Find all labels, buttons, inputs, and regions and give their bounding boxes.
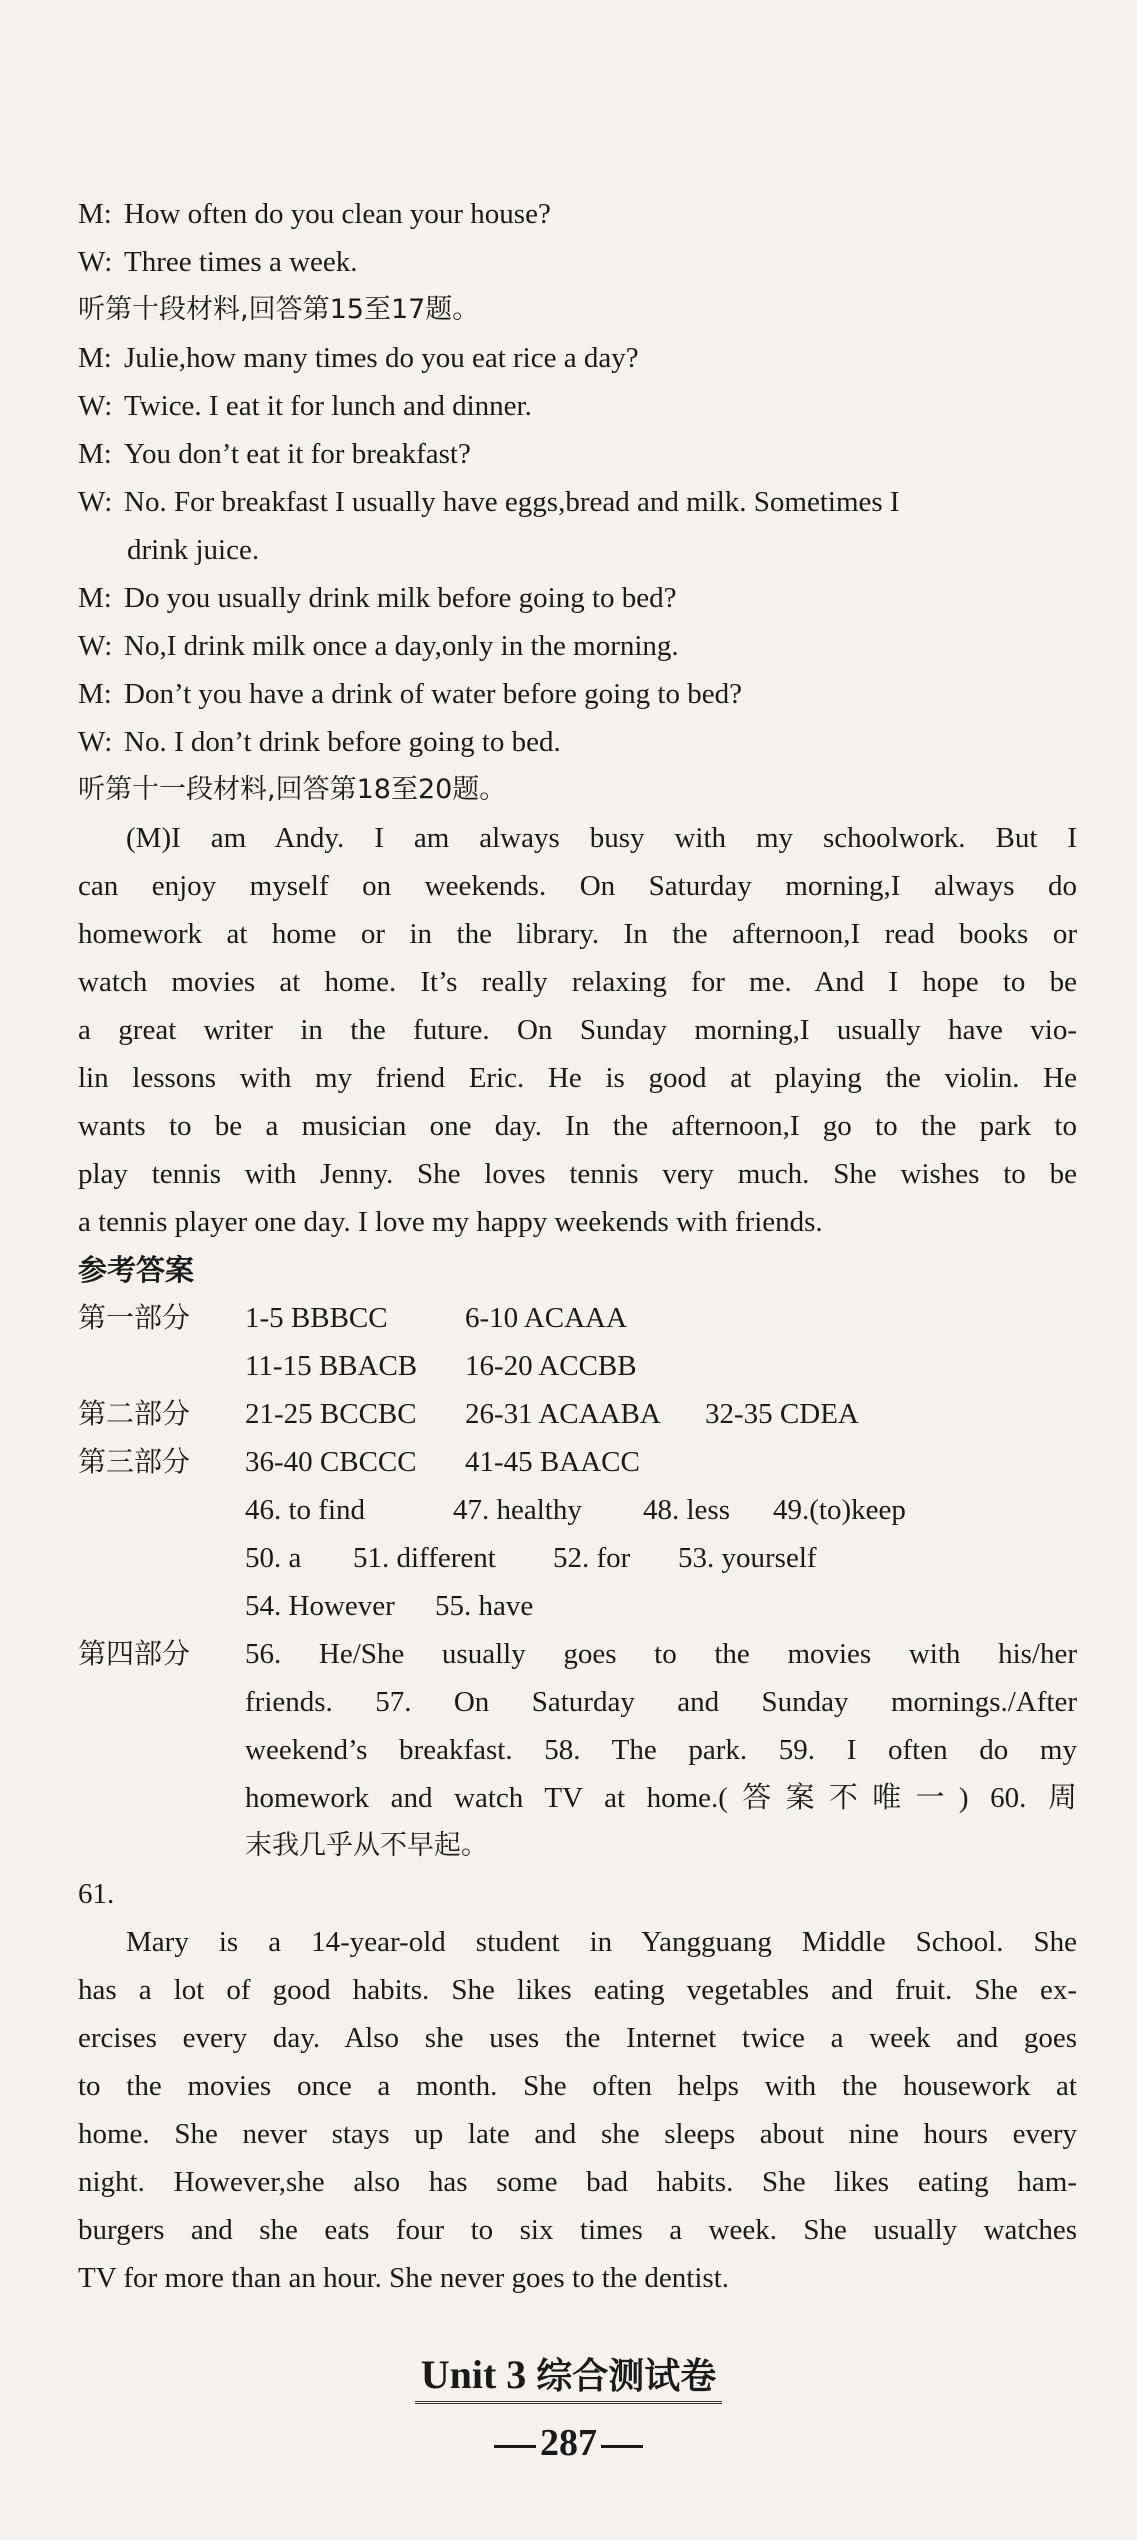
speaker-label: M:: [78, 438, 112, 470]
essay-line: night. However,she also has some bad habits. She likes eating ham-: [78, 2166, 1077, 2198]
speaker-label: M:: [78, 342, 112, 374]
dialogue-text: Three times a week.: [124, 246, 358, 278]
answer-item: 32-35 CDEA: [705, 1398, 859, 1430]
dialogue-text: No. For breakfast I usually have eggs,bread and milk. Sometimes I: [124, 486, 900, 518]
essay-line: TV for more than an hour. She never goes to the dentist.: [78, 2262, 730, 2294]
part3-label: 第三部分: [78, 1445, 191, 1478]
answer-item: 36-40 CBCCC: [245, 1446, 417, 1478]
essay-line: Mary is a 14-year-old student in Yangguang Middle School. She: [126, 1926, 1077, 1958]
part4-answers: [245, 1630, 1077, 1870]
answer-item: 21-25 BCCBC: [245, 1398, 417, 1430]
speaker-label: W:: [78, 630, 113, 662]
dialogue-text: No,I drink milk once a day,only in the morning.: [124, 630, 679, 662]
part2-label: 第二部分: [78, 1397, 191, 1430]
passage-line: (M)I am Andy. I am always busy with my schoolwork. But I: [126, 822, 1077, 854]
answer-item: 41-45 BAACC: [465, 1446, 640, 1478]
answer-row: [245, 1534, 817, 1582]
footer-title: [0, 2350, 1137, 2402]
answer-item: 1-5 BBBCC: [245, 1302, 388, 1334]
dialogue-line: [78, 238, 1077, 286]
part4-label: 第四部分: [78, 1637, 191, 1670]
answer-item: 47. healthy: [453, 1494, 582, 1526]
speaker-label: M:: [78, 582, 112, 614]
dialogue-line-continued: [127, 526, 1077, 574]
answer-line: 56. He/She usually goes to the movies with his/her: [245, 1638, 1077, 1670]
passage-line: a tennis player one day. I love my happy weekends with friends.: [78, 1206, 823, 1238]
answer-row: [245, 1390, 859, 1438]
passage-line: play tennis with Jenny. She loves tennis very much. She wishes to be: [78, 1158, 1077, 1190]
dash-decoration: [494, 2445, 536, 2448]
answer-row: [245, 1438, 640, 1486]
part1-label: 第一部分: [78, 1301, 191, 1334]
answer-row: [245, 1486, 906, 1534]
dialogue-text: How often do you clean your house?: [124, 198, 551, 230]
dialogue-text: Julie,how many times do you eat rice a day?: [124, 342, 639, 374]
passage-line: homework at home or in the library. In the afternoon,I read books or: [78, 918, 1077, 950]
essay-line: burgers and she eats four to six times a week. She usually watches: [78, 2214, 1077, 2246]
answer-item: 26-31 ACAABA: [465, 1398, 661, 1430]
dialogue-line: [78, 382, 1077, 430]
passage-line: can enjoy myself on weekends. On Saturday morning,I always do: [78, 870, 1077, 902]
dialogue-line: [78, 718, 1077, 766]
answer-item: 51. different: [353, 1542, 496, 1574]
dialogue-text: You don’t eat it for breakfast?: [124, 438, 471, 470]
dialogue-text: Don’t you have a drink of water before going to bed?: [124, 678, 742, 710]
dialogue-line: [78, 430, 1077, 478]
answer-item: 52. for: [553, 1542, 631, 1574]
answer-line: 末我几乎从不早起。: [245, 1830, 488, 1861]
passage-line: lin lessons with my friend Eric. He is good at playing the violin. He: [78, 1062, 1077, 1094]
speaker-label: W:: [78, 726, 113, 758]
answer-row: [245, 1342, 637, 1390]
passage-line: a great writer in the future. On Sunday morning,I usually have vio-: [78, 1014, 1077, 1046]
speaker-label: W:: [78, 246, 113, 278]
passage-line: wants to be a musician one day. In the afternoon,I go to the park to: [78, 1110, 1077, 1142]
dialogue-text: drink juice.: [127, 534, 260, 566]
dialogue-line: [78, 622, 1077, 670]
page-number: [0, 2418, 1137, 2468]
speaker-label: W:: [78, 486, 113, 518]
dialogue-line: [78, 670, 1077, 718]
section-10-heading: 听第十段材料,回答第15至17题。: [78, 294, 480, 325]
dialogue-line: [78, 334, 1077, 382]
essay-line: ercises every day. Also she uses the Internet twice a week and goes: [78, 2022, 1077, 2054]
answer-line: homework and watch TV at home.(答案不唯一) 60. 周: [245, 1782, 1077, 1814]
answer-row: [245, 1582, 533, 1630]
answers-heading: 参考答案: [78, 1253, 195, 1287]
answer-item: 50. a: [245, 1542, 302, 1574]
dash-decoration: [601, 2445, 643, 2448]
answer-item: 49.(to)keep: [773, 1494, 906, 1526]
passage-line: watch movies at home. It’s really relaxing for me. And I hope to be: [78, 966, 1077, 998]
answer-item: 54. However: [245, 1590, 395, 1622]
speaker-label: M:: [78, 678, 112, 710]
answer-item: 46. to find: [245, 1494, 366, 1526]
section-11-heading: 听第十一段材料,回答第18至20题。: [78, 774, 507, 805]
speaker-label: W:: [78, 390, 113, 422]
answer-row: [245, 1294, 627, 1342]
dialogue-text: No. I don’t drink before going to bed.: [124, 726, 561, 758]
answer-item: 11-15 BBACB: [245, 1350, 418, 1382]
footer-title-underline: [415, 2352, 723, 2404]
answer-item: 55. have: [435, 1590, 534, 1622]
question-61-label: 61.: [78, 1878, 115, 1910]
dialogue-line: [78, 574, 1077, 622]
answer-line: friends. 57. On Saturday and Sunday mornings./After: [245, 1686, 1077, 1718]
answer-item: 16-20 ACCBB: [465, 1350, 637, 1382]
essay-line: home. She never stays up late and she sleeps about nine hours every: [78, 2118, 1077, 2150]
answer-item: 48. less: [643, 1494, 730, 1526]
speaker-label: M:: [78, 198, 112, 230]
unit-label: Unit 3: [420, 2352, 527, 2397]
essay-line: has a lot of good habits. She likes eating vegetables and fruit. She ex-: [78, 1974, 1077, 2006]
dialogue-line: [78, 478, 1077, 526]
dialogue-text: Twice. I eat it for lunch and dinner.: [124, 390, 532, 422]
answer-line: weekend’s breakfast. 58. The park. 59. I often do my: [245, 1734, 1077, 1766]
page-number-text: 287: [540, 2422, 597, 2464]
test-title: 综合测试卷: [536, 2356, 717, 2397]
essay-line: to the movies once a month. She often helps with the housework at: [78, 2070, 1077, 2102]
answer-item: 6-10 ACAAA: [465, 1302, 627, 1334]
dialogue-text: Do you usually drink milk before going to bed?: [124, 582, 677, 614]
answer-item: 53. yourself: [678, 1542, 817, 1574]
dialogue-line: [78, 190, 1077, 238]
